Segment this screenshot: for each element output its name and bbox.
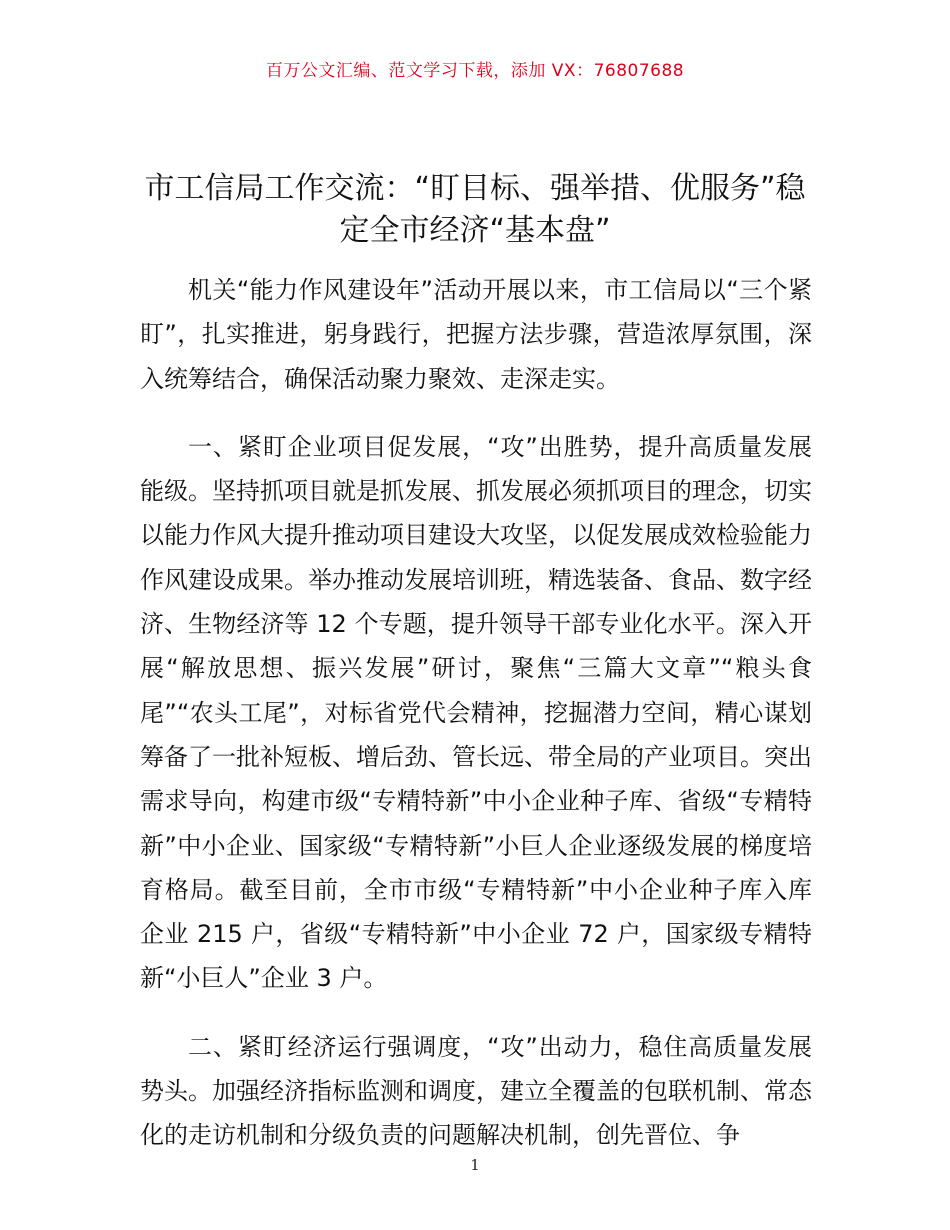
paragraph-section-2: 二、紧盯经济运行强调度，“攻”出动力，稳住高质量发展势头。加强经济指标监测和调度，建立全覆盖的包联机制、常态化的走访机制和分级负责的问题解决机制，创先晋位、争 (140, 1032, 812, 1150)
paragraph-section-1: 一、紧盯企业项目促发展，“攻”出胜势，提升高质量发展能级。坚持抓项目就是抓发展、抓发展必须抓项目的理念，切实以能力作风大提升推动项目建设大攻坚，以促发展成效检验能力作风建设成果。举办推动发展培训班，精选装备、食品、数字经济、生物经济等 12 个专题，提升领导干部专业化水平。深入开展“解放思想、振兴发展”研讨，聚焦“三篇大文章”“粮头食尾”“农头工尾”，对标省党代会精神，挖掘潜力空间，精心谋划筹备了一批补短板、增后劲、管长远、带全局的产业项目。突出需求导向，构建市级“专精特新”中小企业种子库、省级“专精特新”中小企业、国家级“专精特新”小巨人企业逐级发展的梯度培育格局。截至目前，全市市级“专精特新”中小企业种子库入库企业 215 户，省级“专精特新”中小企业 72 户，国家级专精特新“小巨人”企业 3 户。 (140, 432, 812, 993)
page-number: 1 (470, 1156, 480, 1174)
document-title: 市工信局工作交流：“盯目标、强举措、优服务”稳定全市经济“基本盘” (144, 171, 806, 248)
document-body (140, 268, 812, 1182)
watermark-banner: 百万公文汇编、范文学习下载，添加 VX：76807688 (265, 61, 685, 81)
paragraph-intro: 机关“能力作风建设年”活动开展以来，市工信局以“三个紧盯”，扎实推进，躬身践行，把握方法步骤，营造浓厚氛围，深入统筹结合，确保活动聚力聚效、走深走实。 (140, 276, 812, 393)
